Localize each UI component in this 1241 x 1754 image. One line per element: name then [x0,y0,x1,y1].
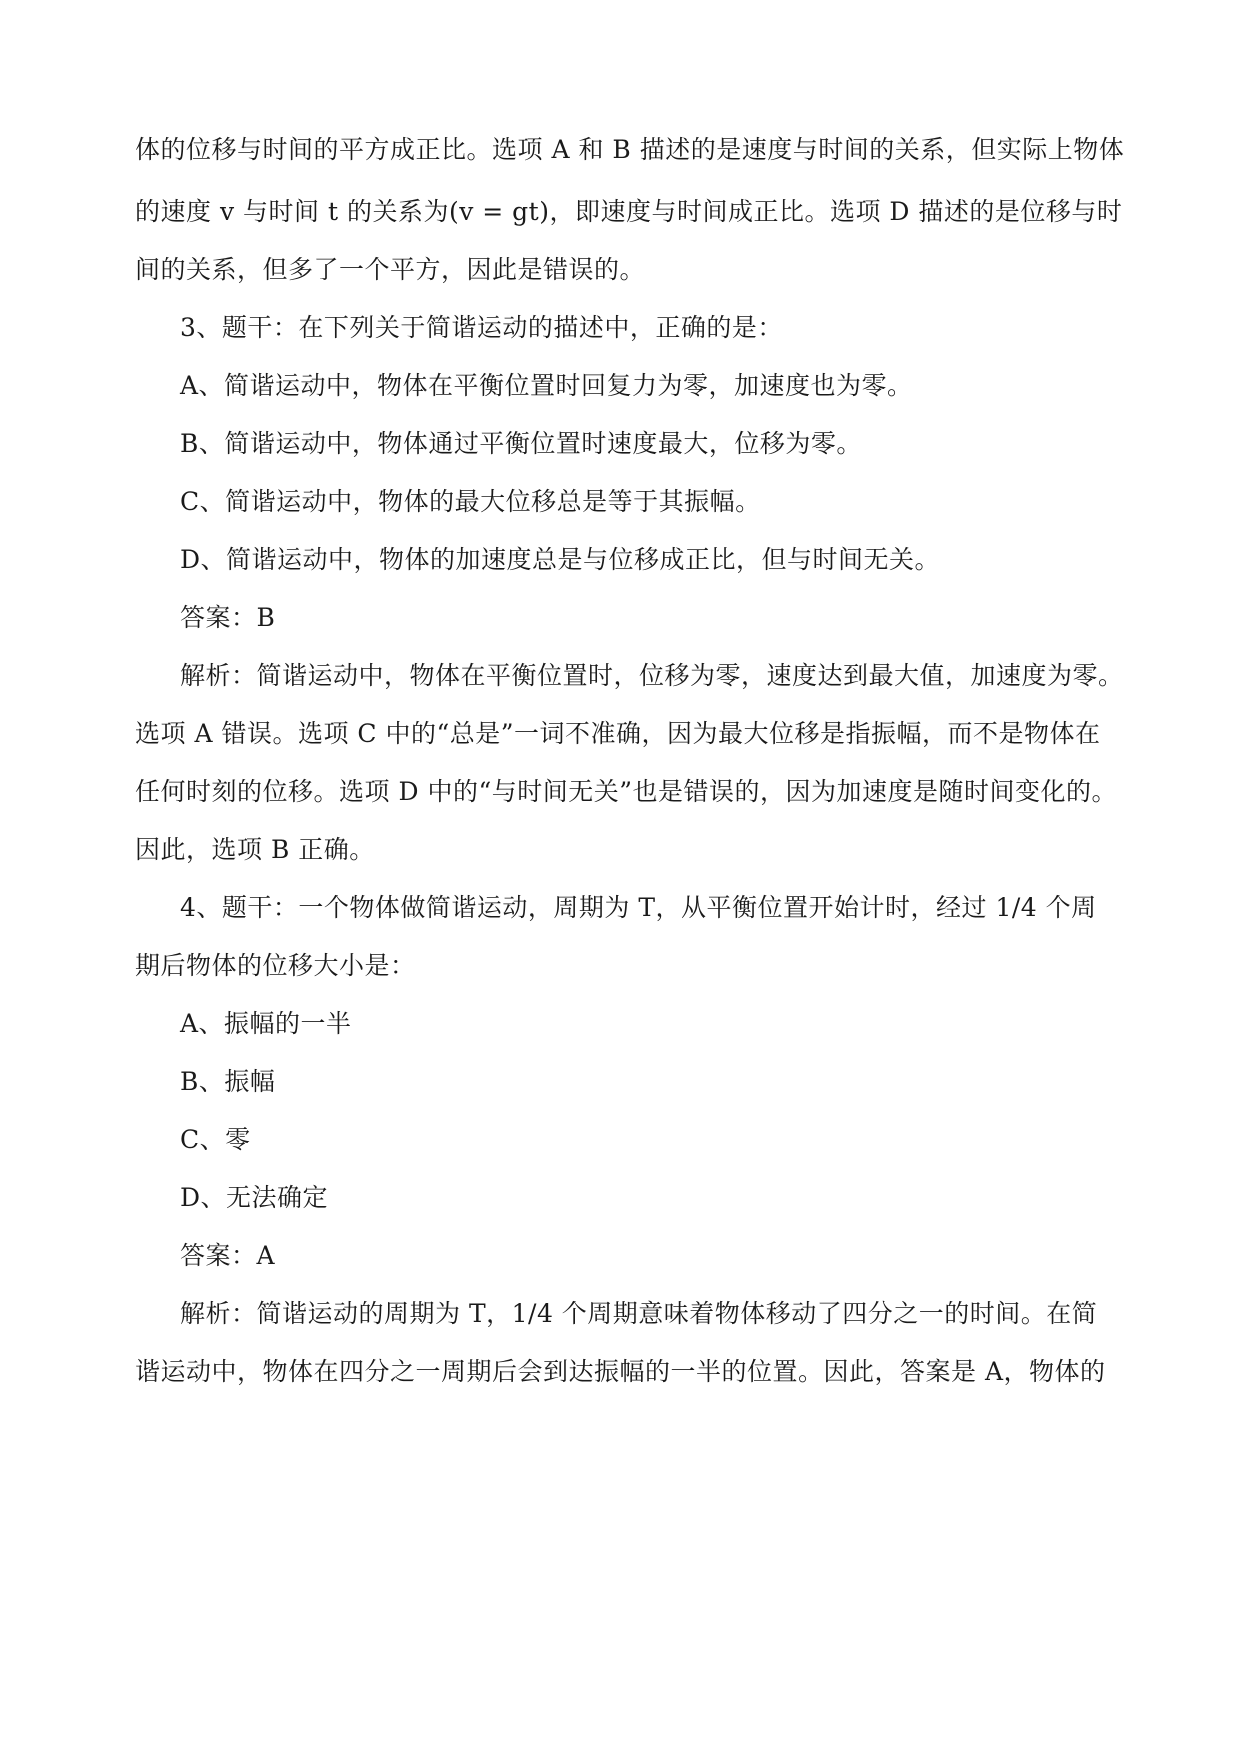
analysis: 解析：简谐运动的周期为 T，1/4 个周期意味着物体移动了四分之一的时间。在简 [180,1299,1098,1328]
option-c: C、简谐运动中，物体的最大位移总是等于其振幅。 [180,487,761,516]
text-line: 间的关系，但多了一个平方，因此是错误的。 [135,255,646,284]
text-line: 因此，选项 B 正确。 [135,835,375,864]
text-line: 选项 A 错误。选项 C 中的“总是”一词不准确，因为最大位移是指振幅，而不是物体在 [135,719,1101,748]
option-d: D、简谐运动中，物体的加速度总是与位移成正比，但与时间无关。 [180,545,941,574]
option-a: A、振幅的一半 [180,1009,352,1038]
option-b: B、简谐运动中，物体通过平衡位置时速度最大，位移为零。 [180,429,862,458]
question-stem: 3、题干：在下列关于简谐运动的描述中，正确的是： [180,313,783,342]
text-line: 期后物体的位移大小是： [135,951,416,980]
analysis: 解析：简谐运动中，物体在平衡位置时，位移为零，速度达到最大值，加速度为零。 [180,661,1124,690]
text-line: 任何时刻的位移。选项 D 中的“与时间无关”也是错误的，因为加速度是随时间变化的。 [135,777,1118,806]
answer: 答案：B [180,603,276,632]
text-line: 谐运动中，物体在四分之一周期后会到达振幅的一半的位置。因此，答案是 A，物体的 [135,1357,1106,1386]
option-a: A、简谐运动中，物体在平衡位置时回复力为零，加速度也为零。 [180,371,913,400]
option-c: C、零 [180,1125,251,1154]
answer: 答案：A [180,1241,276,1270]
question-stem: 4、题干：一个物体做简谐运动，周期为 T，从平衡位置开始计时，经过 1/4 个周 [180,893,1097,922]
text-line: 的速度 v 与时间 t 的关系为(v = gt)，即速度与时间成正比。选项 D 描述的是位移与时 [135,197,1123,226]
option-b: B、振幅 [180,1067,276,1096]
text-line: 体的位移与时间的平方成正比。选项 A 和 B 描述的是速度与时间的关系，但实际上物体 [135,135,1125,164]
option-d: D、无法确定 [180,1183,329,1212]
